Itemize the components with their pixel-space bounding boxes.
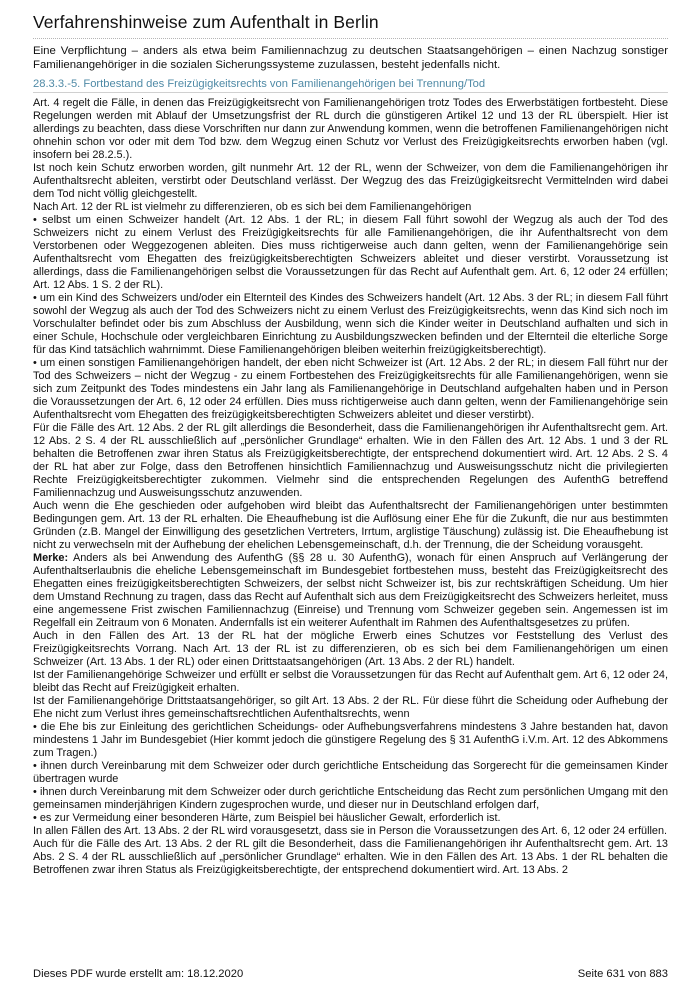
bullet-item: • selbst um einen Schweizer handelt (Art. 12 Abs. 1 der RL; in diesem Fall führt sowohl der Wegzug als auch der Tod des Schweizers nicht zu einem Verlust des Freizügigkeitsrechts für alle Familienangehörigen, die ihr Aufenthaltsrecht von dem Verstorbenen oder Weggezogenen ableiten. Dies muss richtigerweise auch dann gelten, wenn der Familienangehörige sein Aufenthaltsrecht vom Ehegatten des freizügigkeitsberechtigten Schweizers ableitet und dieser verstirbt. Voraussetzung ist allerdings, dass die Familienangehörigen selbst die Voraussetzungen für das Recht auf Aufenthalt gem. Art. 6, 12 oder 24 erfüllen; Art. 12 Abs. 1 S. 2 der RL). [33,213,668,291]
section-heading: 28.3.3.-5. Fortbestand des Freizügigkeitsrechts von Familienangehörigen bei Trennung/Tod [33,77,668,93]
bullet-item: • um einen sonstigen Familienangehörigen handelt, der eben nicht Schweizer ist (Art. 12 Abs. 2 der RL; in diesem Fall führt nur der Tod des Schweizers – nicht der Wegzug - zu einem Fortbestehen des Freizügigkeitsrechts für alle Familienangehörigen, wenn sie sich zum Zeitpunkt des Todes mindestens ein Jahr lang als Familienangehörige in Deutschland aufgehalten haben und in Person die Voraussetzungen der Art. 6, 12 oder 24 erfüllen. Dies muss richtigerweise auch dann gelten, wenn der Familienangehörige sein Aufenthaltsrecht vom Ehegatten des freizügigkeitsberechtigten Schweizers ableitet und dieser verstirbt). [33,356,668,421]
paragraph: Art. 4 regelt die Fälle, in denen das Freizügigkeitsrecht von Familienangehörigen trotz Todes des Erwerbstätigen fortbesteht. Diese Regelungen werden mit Ablauf der Umsetzungsfrist der RL durch die günstigeren Artikel 12 und 13 der RL überspielt. Hier ist allerdings zu beachten, dass diese Vorschriften nur dann zur Anwendung kommen, wenn die betroffenen Familienangehörigen nicht ohnehin schon vor oder mit dem Tod bzw. dem Wegzug einen Schutz vor Verlust des Freizügigkeitsrechts erworben haben (vgl. insofern bei 28.2.5.). [33,96,668,161]
bullet-item: • die Ehe bis zur Einleitung des gerichtlichen Scheidungs- oder Aufhebungsverfahrens mindestens 3 Jahre bestanden hat, davon mindestens 1 Jahr im Bundesgebiet (Hier kommt jedoch die günstigere Regelung des § 31 AufenthG i.V.m. Art. 12 des Abkommens zum Tragen.) [33,720,668,759]
bullet-item: • ihnen durch Vereinbarung mit dem Schweizer oder durch gerichtliche Entscheidung das Recht zum persönlichen Umgang mit den gemeinsamen minderjährigen Kindern zugesprochen wurde, und dieser nur in Deutschland erfolgen darf, [33,785,668,811]
paragraph: Für die Fälle des Art. 12 Abs. 2 der RL gilt allerdings die Besonderheit, dass die Familienangehörigen ihr Aufenthaltsrecht gem. Art. 12 Abs. 2 S. 4 der RL ausschließlich auf „persönlicher Grundlage“ erhalten. Wie in den Fällen des Art. 12 Abs. 1 und 3 der RL behalten die Betroffenen zwar ihren Status als Freizügigkeitsberechtigte, der entsprechend dokumentiert wird. Art. 12 Abs. 2 S. 4 der RL hat aber zur Folge, dass den Betroffenen hinsichtlich Familiennachzug und Ausweisungsschutz nicht die privilegierten Rechte Freizügigkeitsberechtigter zukommen. Vielmehr sind die entsprechenden Regelungen des AufenthG betreffend Familiennachzug und Ausweisungsschutz anzuwenden. [33,421,668,499]
section-body [33,97,668,877]
note-text: Anders als bei Anwendung des AufenthG (§§ 28 u. 30 AufenthG), wonach für einen Anspruch auf Verlängerung der Aufenthaltserlaubnis die eheliche Lebensgemeinschaft im Bundesgebiet fortbestehen muss, besteht das Freizügigkeitsrecht des Ehegatten eines freizügigkeitsberechtigten Schweizers, der selbst nicht Schweizer ist, bis zur rechtskräftigen Scheidung. Um hier dem Umstand Rechnung zu tragen, dass das Recht auf Aufenthalt sich aus dem Freizügigkeitsrecht des Schweizers herleitet, muss eine angemessene Frist zwischen Familiennachzug (Einreise) und Trennung vom Schweizer gegeben sein. Angemessen ist im Regelfall ein Zeitraum von 6 Monaten. Andernfalls ist ein weiterer Aufenthalt im Rahmen des Aufenthaltsgesetzes zu prüfen. [33,551,668,629]
paragraph: Auch wenn die Ehe geschieden oder aufgehoben wird bleibt das Aufenthaltsrecht der Familienangehörigen unter bestimmten Bedingungen gem. Art. 13 der RL erhalten. Die Eheaufhebung ist die Auflösung einer Ehe für die Zukunft, die nur aus bestimmten Gründen (z.B. Mangel der Einwilligung des gesetzlichen Vertreters, Irrtum, arglistige Täuschung) zulässig ist. Die Eheaufhebung ist nicht zu verwechseln mit der Aufhebung der ehelichen Lebensgemeinschaft, d.h. der Trennung, die der Scheidung vorausgeht. [33,499,668,551]
bullet-item: • um ein Kind des Schweizers und/oder ein Elternteil des Kindes des Schweizers handelt (Art. 12 Abs. 3 der RL; in diesem Fall führt sowohl der Wegzug als auch der Tod des Schweizers nicht zu einem Verlust des Freizügigkeitsrechts, wenn das Kind sich noch im Vorschulalter befindet oder bis zum Abschluss der Ausbildung, wenn sich die Kinder weiter in Deutschland aufhalten und sich in einer Schule, Hochschule oder vergleichbaren Einrichtung zu Ausbildungszwecken befinden und der Elternteil die elterliche Sorge für das Kind tatsächlich wahrnimmt. Diese Familienangehörigen bleiben weiterhin freizügigkeitsberechtigt). [33,291,668,356]
paragraph: Ist noch kein Schutz erworben worden, gilt nunmehr Art. 12 der RL, wenn der Schweizer, von dem die Familienangehörigen ihr Aufenthaltsrecht ableiten, verstirbt oder Deutschland verlässt. Der Wegzug des das Freizügigkeitsrecht Vermittelnden wird dabei dem Tod nicht völlig gleichgestellt. [33,161,668,200]
paragraph: Nach Art. 12 der RL ist vielmehr zu differenzieren, ob es sich bei dem Familienangehörigen [33,200,472,213]
page-number: Seite 631 von 883 [577,968,668,980]
document-page [33,0,668,877]
intro-paragraph: Eine Verpflichtung – anders als etwa beim Familiennachzug zu deutschen Staatsangehörigen – einen Nachzug sonstiger Familienangehöriger in die sozialen Sicherungssysteme zuzulassen, besteht jedenfalls nicht. [33,45,668,71]
page-footer [33,968,668,980]
bullet-item: • ihnen durch Vereinbarung mit dem Schweizer oder durch gerichtliche Entscheidung das Sorgerecht für die gemeinsamen Kinder übertragen wurde [33,759,668,785]
paragraph: Ist der Familienangehörige Schweizer und erfüllt er selbst die Voraussetzungen für das Recht auf Aufenthalt gem. Art 6, 12 oder 24, bleibt das Recht auf Freizügigkeit erhalten. [33,668,668,694]
bullet-item: • es zur Vermeidung einer besonderen Härte, zum Beispiel bei häuslicher Gewalt, erforderlich ist. [33,811,501,824]
note-paragraph [33,552,668,630]
paragraph: Ist der Familienangehörige Drittstaatsangehöriger, so gilt Art. 13 Abs. 2 der RL. Für diese führt die Scheidung oder Aufhebung der Ehe nicht zum Verlust ihres gemeinschaftsrechtlichen Aufenthaltsrechts, wenn [33,694,668,720]
creation-date: Dieses PDF wurde erstellt am: 18.12.2020 [33,968,244,980]
note-label: Merke: [33,551,69,564]
paragraph: Auch in den Fällen des Art. 13 der RL hat der mögliche Erwerb eines Schutzes vor Feststellung des Verlust des Freizügigkeitsrechts Vorrang. Nach Art. 13 der RL ist zu differenzieren, ob es sich bei dem Familienangehörigen um einen Schweizer (Art. 13 Abs. 1 der RL) oder einen Drittstaatsangehörigen (Art. 13 Abs. 2 der RL) handelt. [33,629,668,668]
page-title: Verfahrenshinweise zum Aufenthalt in Berlin [33,0,668,39]
paragraph: In allen Fällen des Art. 13 Abs. 2 der RL wird vorausgesetzt, dass sie in Person die Voraussetzungen des Art. 6, 12 oder 24 erfüllen. [33,824,668,837]
paragraph: Auch für die Fälle des Art. 13 Abs. 2 der RL gilt die Besonderheit, dass die Familienangehörigen ihr Aufenthaltsrecht gem. Art. 13 Abs. 2 S. 4 der RL ausschließlich auf „persönlicher Grundlage“ erhalten. Wie in den Fällen des Art. 13 Abs. 1 der RL behalten die Betroffenen zwar ihren Status als Freizügigkeitsberechtigte, der entsprechend dokumentiert wird. Art. 13 Abs. 2 [33,837,668,876]
